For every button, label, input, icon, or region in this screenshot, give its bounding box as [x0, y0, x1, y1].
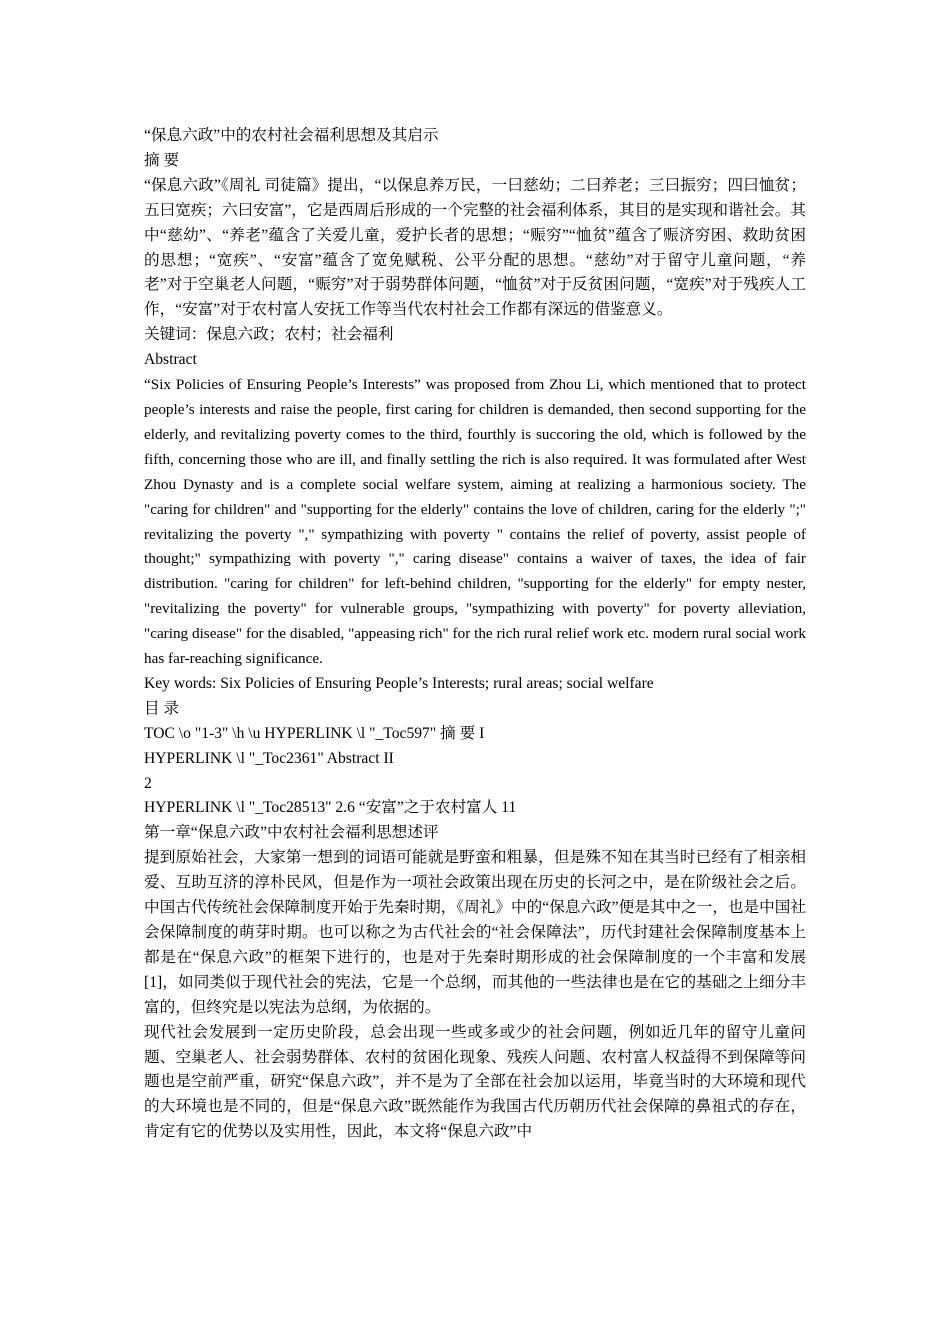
abstract-chinese: “保息六政”《周礼 司徒篇》提出，“以保息养万民，一曰慈幼；二曰养老；三曰振穷；四曰恤贫；五曰宽疾；六曰安富”，它是西周后形成的一个完整的社会福利体系，其目的是实现和谐社会。其中“慈幼”、“养老”蕴含了关爱儿童，爱护长者的思想；“赈穷”“恤贫”蕴含了赈济穷困、救助贫困的思想；“宽疾”、“安富”蕴含了宽免赋税、公平分配的思想。“慈幼”对于留守儿童问题，“养老”对于空巢老人问题，“赈穷”对于弱势群体问题，“恤贫”对于反贫困问题，“宽疾”对于残疾人工作，“安富”对于农村富人安抚工作等当代农村社会工作都有深远的借鉴意义。: [144, 176, 807, 319]
toc-line: 2: [144, 774, 152, 792]
document-page: [144, 124, 806, 1145]
document-title: “保息六政”中的农村社会福利思想及其启示: [144, 127, 439, 144]
chapter-heading: 第一章“保息六政”中农村社会福利思想述评: [144, 824, 439, 842]
keywords-english: Key words: Six Policies of Ensuring People’s Interests; rural areas; social welfare: [144, 674, 654, 692]
abstract-heading: 摘 要: [144, 151, 180, 169]
abstract-english-heading: Abstract: [144, 351, 197, 369]
keywords-chinese: 关键词：保息六政；农村；社会福利: [144, 326, 394, 344]
toc-line: TOC \o "1-3" \h \u HYPERLINK \l "_Toc597" 摘 要 I: [144, 724, 485, 742]
abstract-english: “Six Policies of Ensuring People’s Interests” was proposed from Zhou Li, which mentioned that to protect people’s interests and raise the people, first caring for children is demanded, then second supporting for the elderly, and revitalizing poverty comes to the third, fourthly is succoring the old, which is followed by the fifth, concerning those who are ill, and finally settling the rich is also required. It was formulated after West Zhou Dynasty and is a complete social welfare system, aiming at realizing a harmonious society. The "caring for children" and "supporting for the elderly" contains the love of children, caring for the elderly ";" revitalizing the poverty "," sympathizing with poverty " contains the relief of poverty, assist people of thought;" sympathizing with poverty "," caring disease" contains a waiver of taxes, the idea of fair distribution. "caring for children" for left-behind children, "supporting for the elderly" for empty nester, "revitalizing the poverty" for vulnerable groups, "sympathizing with poverty" for poverty alleviation, "caring disease" for the disabled, "appeasing rich" for the rich rural relief work etc. modern rural social work has far-reaching significance.: [144, 376, 806, 668]
chapter-paragraph: 现代社会发展到一定历史阶段，总会出现一些或多或少的社会问题，例如近几年的留守儿童问题、空巢老人、社会弱势群体、农村的贫困化现象、残疾人问题、农村富人权益得不到保障等问题也是空前严重，研究“保息六政”，并不是为了全部在社会加以运用，毕竟当时的大环境和现代的大环境也是不同的，但是“保息六政”既然能作为我国古代历朝历代社会保障的鼻祖式的存在，肯定有它的优势以及实用性，因此，本文将“保息六政”中: [144, 1023, 806, 1141]
chapter-paragraph: 提到原始社会，大家第一想到的词语可能就是野蛮和粗暴，但是殊不知在其当时已经有了相亲相爱、互助互济的淳朴民风，但是作为一项社会政策出现在历史的长河之中，是在阶级社会之后。中国古代传统社会保障制度开始于先秦时期，《周礼》中的“保息六政”便是其中之一，也是中国社会保障制度的萌芽时期。也可以称之为古代社会的“社会保障法”，历代封建社会保障制度基本上都是在“保息六政”的框架下进行的，也是对于先秦时期形成的社会保障制度的一个丰富和发展[1]，如同类似于现代社会的宪法，它是一个总纲，而其他的一些法律也是在它的基础之上细分丰富的，但终究是以宪法为总纲，为依据的。: [144, 849, 806, 1016]
toc-line: HYPERLINK \l "_Toc28513" 2.6 “安富”之于农村富人 11: [144, 799, 517, 817]
toc-heading: 目 录: [144, 699, 180, 717]
toc-line: HYPERLINK \l "_Toc2361" Abstract II: [144, 749, 394, 767]
